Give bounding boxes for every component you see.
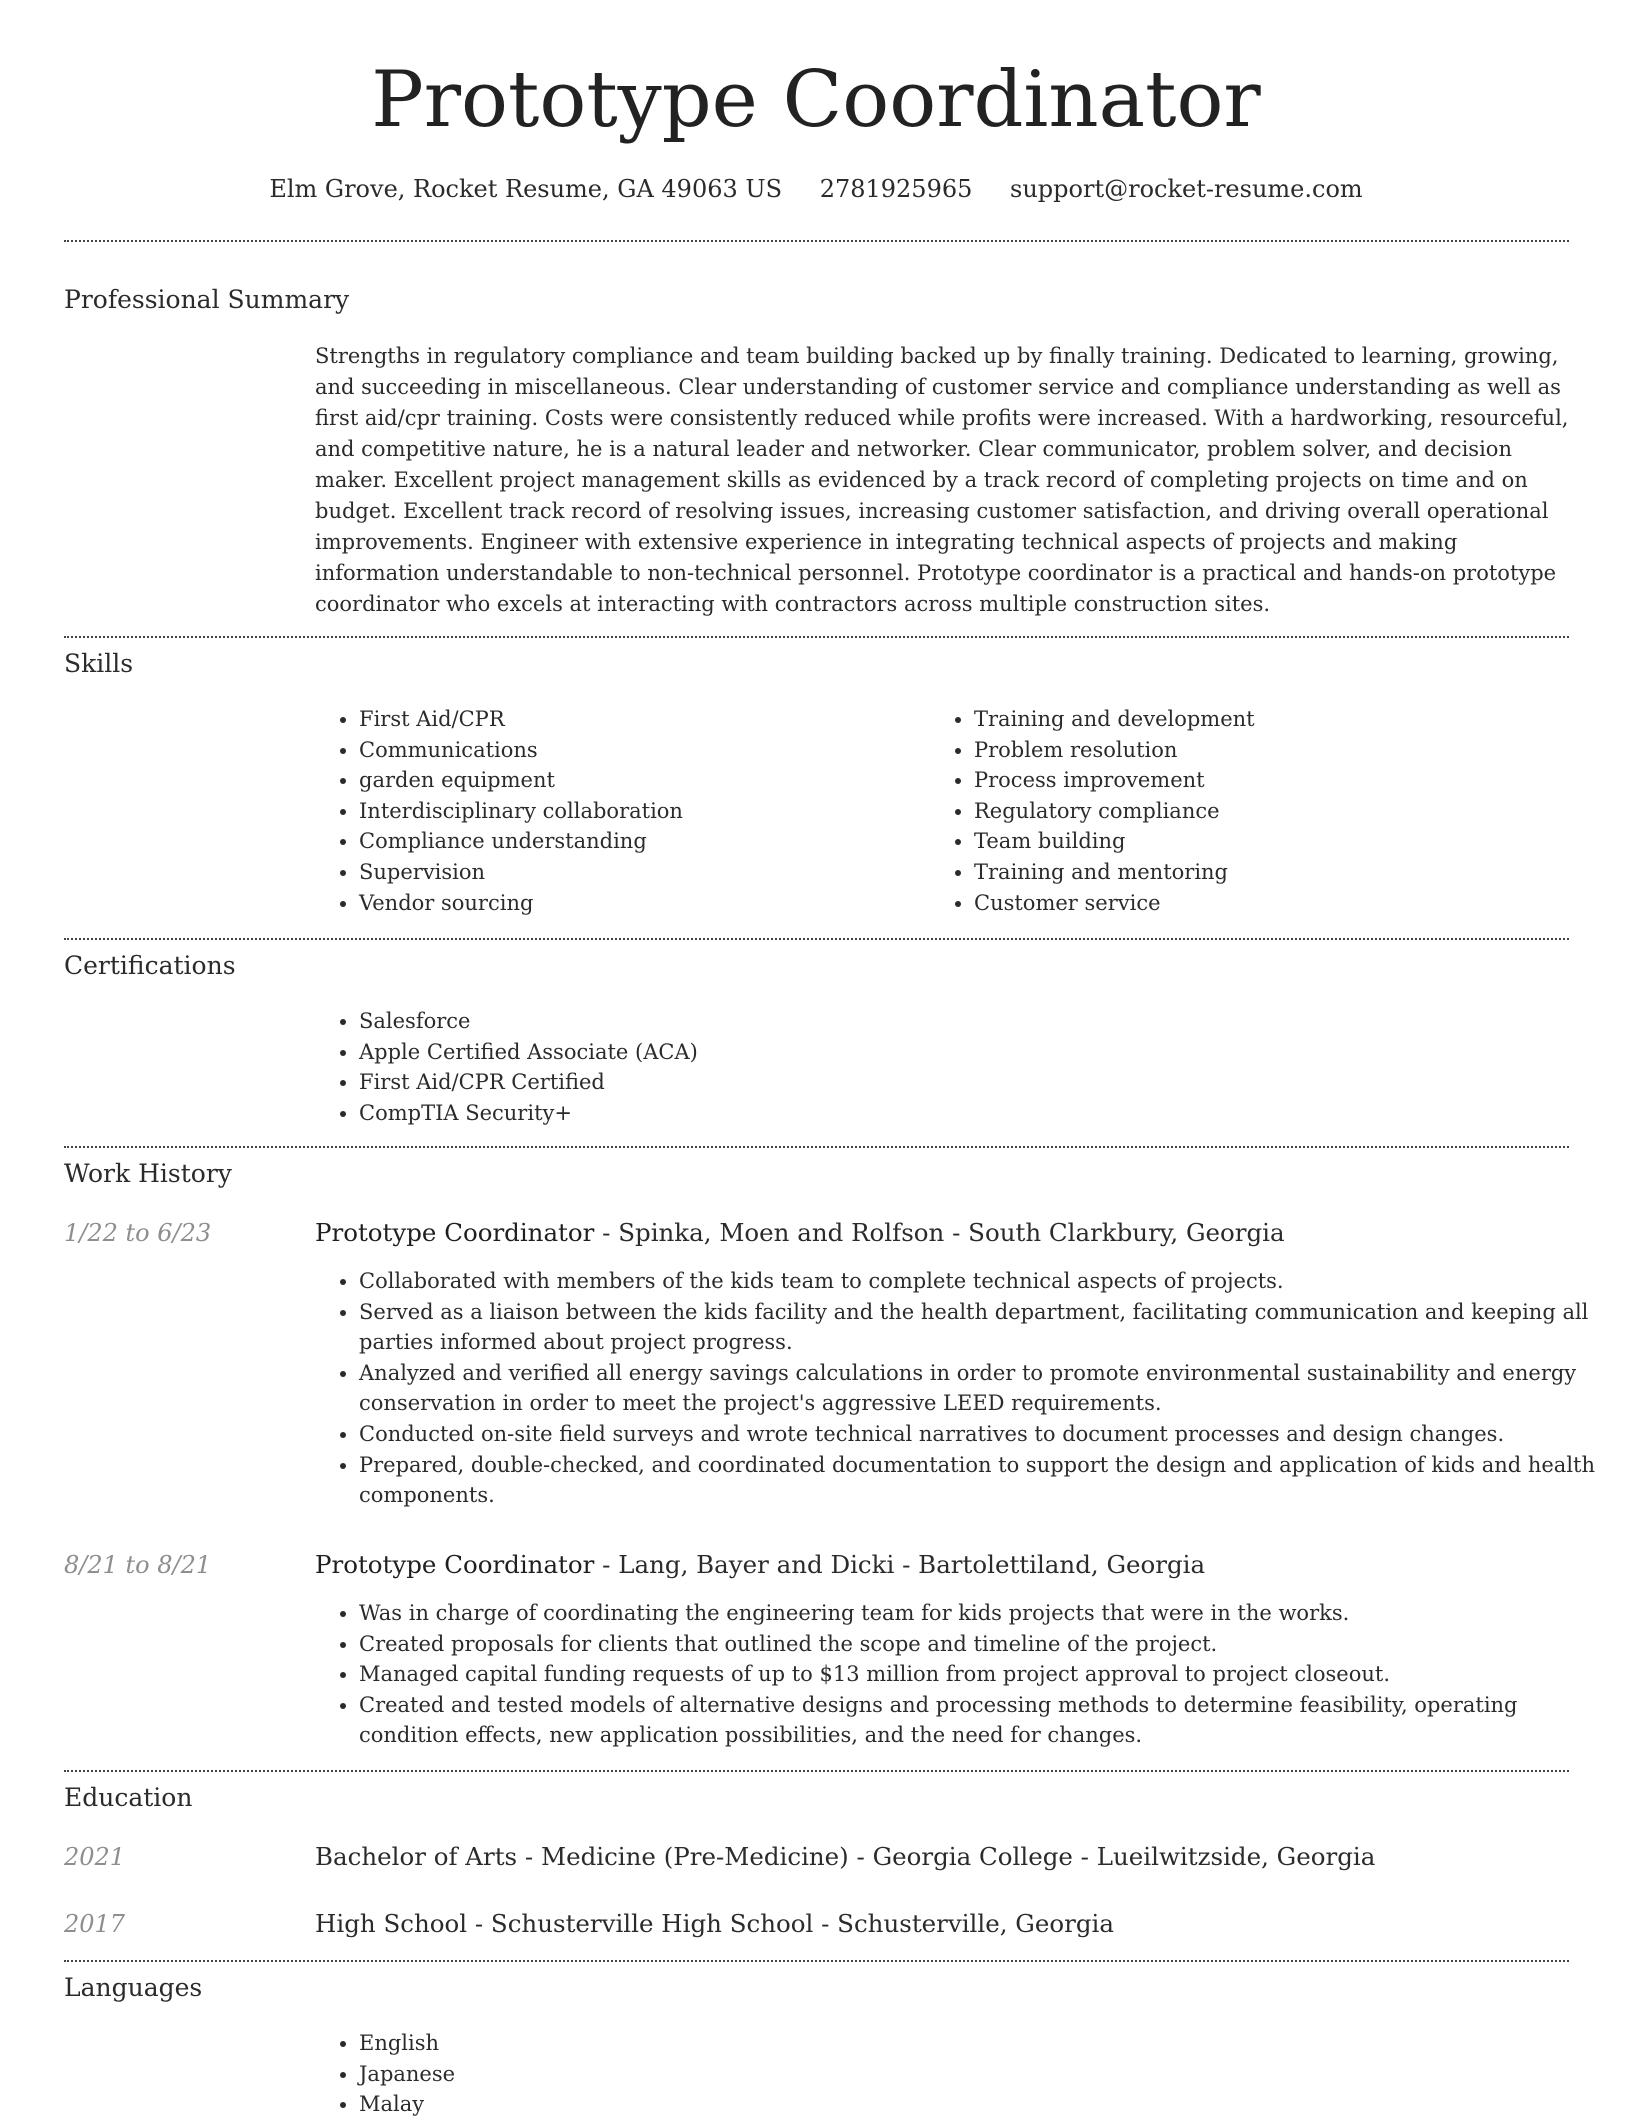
skill-item: • Supervision [359, 857, 919, 888]
skill-item: • Communications [359, 735, 919, 766]
skill-item: • Problem resolution [974, 735, 1574, 766]
skill-item: • Training and development [974, 704, 1574, 735]
certification-item: • Apple Certified Associate (ACA) [359, 1037, 1559, 1068]
skill-item: • Compliance understanding [359, 826, 919, 857]
skill-item: • First Aid/CPR [359, 704, 919, 735]
certifications-list [315, 1006, 1559, 1128]
section-divider [64, 1960, 1569, 1962]
job-bullet: • Managed capital funding requests of up to $13 million from project approval to project closeout. [359, 1659, 1613, 1690]
job-title [315, 1216, 1285, 1250]
skill-item: • Customer service [974, 888, 1574, 919]
job-bullet: • Conducted on-site field surveys and wrote technical narratives to document processes and design changes. [359, 1419, 1613, 1450]
skill-item: • garden equipment [359, 765, 919, 796]
job-bullets [315, 1598, 1613, 1751]
education-year: 2021 [64, 1843, 126, 1871]
job-dates: 8/21 to 8/21 [64, 1551, 212, 1579]
section-divider [64, 938, 1569, 940]
job-bullet: • Was in charge of coordinating the engineering team for kids projects that were in the works. [359, 1598, 1613, 1629]
education-entry: High School - Schusterville High School - Schusterville, Georgia [315, 1909, 1114, 1938]
certification-item: • First Aid/CPR Certified [359, 1067, 1559, 1098]
job-dates: 1/22 to 6/23 [64, 1219, 212, 1247]
job-bullet: • Analyzed and verified all energy savings calculations in order to promote environmental sustainability and energy conservation in order to meet the project's aggressive LEED requirements. [359, 1358, 1613, 1419]
education-heading: Education [64, 1783, 193, 1812]
language-item: • Japanese [359, 2059, 959, 2090]
section-divider [64, 1146, 1569, 1148]
skill-item: • Vendor sourcing [359, 888, 919, 919]
work-history-heading: Work History [64, 1159, 232, 1188]
summary-text: Strengths in regulatory compliance and team building backed up by finally training. Dedicated to learning, growing, and succeeding in miscellaneous. Clear understanding of customer service and compliance understanding as well as first aid/cpr training. Costs were consistently reduced while profits were increased. With a hardworking, resourceful, and competitive nature, he is a natural leader and networker. Clear communicator, problem solver, and decision maker. Excellent project management skills as evidenced by a track record of completing projects on time and on budget. Excellent track record of resolving issues, increasing customer satisfaction, and driving overall operational improvements. Engineer with extensive experience in integrating technical aspects of projects and making information understandable to non-technical personnel. Prototype coordinator is a practical and hands-on prototype coordinator who excels at interacting with contractors across multiple construction sites. [315, 344, 1569, 616]
job-role: Prototype Coordinator [315, 1550, 595, 1579]
certifications-heading: Certifications [64, 951, 236, 980]
contact-email[interactable]: support@rocket-resume.com [1010, 175, 1363, 203]
skills-list-left [315, 704, 919, 918]
section-divider [64, 636, 1569, 638]
job-bullet: • Served as a liaison between the kids facility and the health department, facilitating communication and keeping all parties informed about project progress. [359, 1297, 1613, 1358]
contact-address: Elm Grove, Rocket Resume, GA 49063 US [269, 175, 783, 203]
skills-heading: Skills [64, 649, 134, 678]
language-item: • English [359, 2028, 959, 2059]
certification-item: • CompTIA Security+ [359, 1098, 1559, 1129]
languages-heading: Languages [64, 1973, 203, 2002]
contact-phone: 2781925965 [819, 175, 973, 203]
skill-item: • Training and mentoring [974, 857, 1574, 888]
job-bullet: • Created proposals for clients that outlined the scope and timeline of the project. [359, 1629, 1613, 1660]
skill-item: • Team building [974, 826, 1574, 857]
skill-item: • Regulatory compliance [974, 796, 1574, 827]
job-title [315, 1548, 1205, 1582]
languages-list [315, 2028, 959, 2120]
contact-line [0, 172, 1632, 206]
job-bullet: • Prepared, double-checked, and coordinated documentation to support the design and application of kids and health components. [359, 1450, 1613, 1511]
job-bullet: • Created and tested models of alternative designs and processing methods to determine feasibility, operating condition effects, new application possibilities, and the need for changes. [359, 1690, 1613, 1751]
summary-heading: Professional Summary [64, 285, 350, 314]
job-employer: - Spinka, Moen and Rolfson - South Clarkbury, Georgia [594, 1218, 1285, 1247]
candidate-name: Prototype Coordinator [371, 55, 1261, 145]
job-employer: - Lang, Bayer and Dicki - Bartolettiland, Georgia [594, 1550, 1206, 1579]
certification-item: • Salesforce [359, 1006, 1559, 1037]
education-year: 2017 [64, 1910, 126, 1938]
language-item: • Malay [359, 2089, 959, 2120]
skill-item: • Process improvement [974, 765, 1574, 796]
section-divider [64, 240, 1569, 242]
job-role: Prototype Coordinator [315, 1218, 595, 1247]
skills-list-right [930, 704, 1574, 918]
education-entry: Bachelor of Arts - Medicine (Pre-Medicine) - Georgia College - Lueilwitzside, Georgia [315, 1842, 1376, 1871]
section-divider [64, 1770, 1569, 1772]
skill-item: • Interdisciplinary collaboration [359, 796, 919, 827]
job-bullets [315, 1266, 1613, 1511]
job-bullet: • Collaborated with members of the kids team to complete technical aspects of projects. [359, 1266, 1613, 1297]
